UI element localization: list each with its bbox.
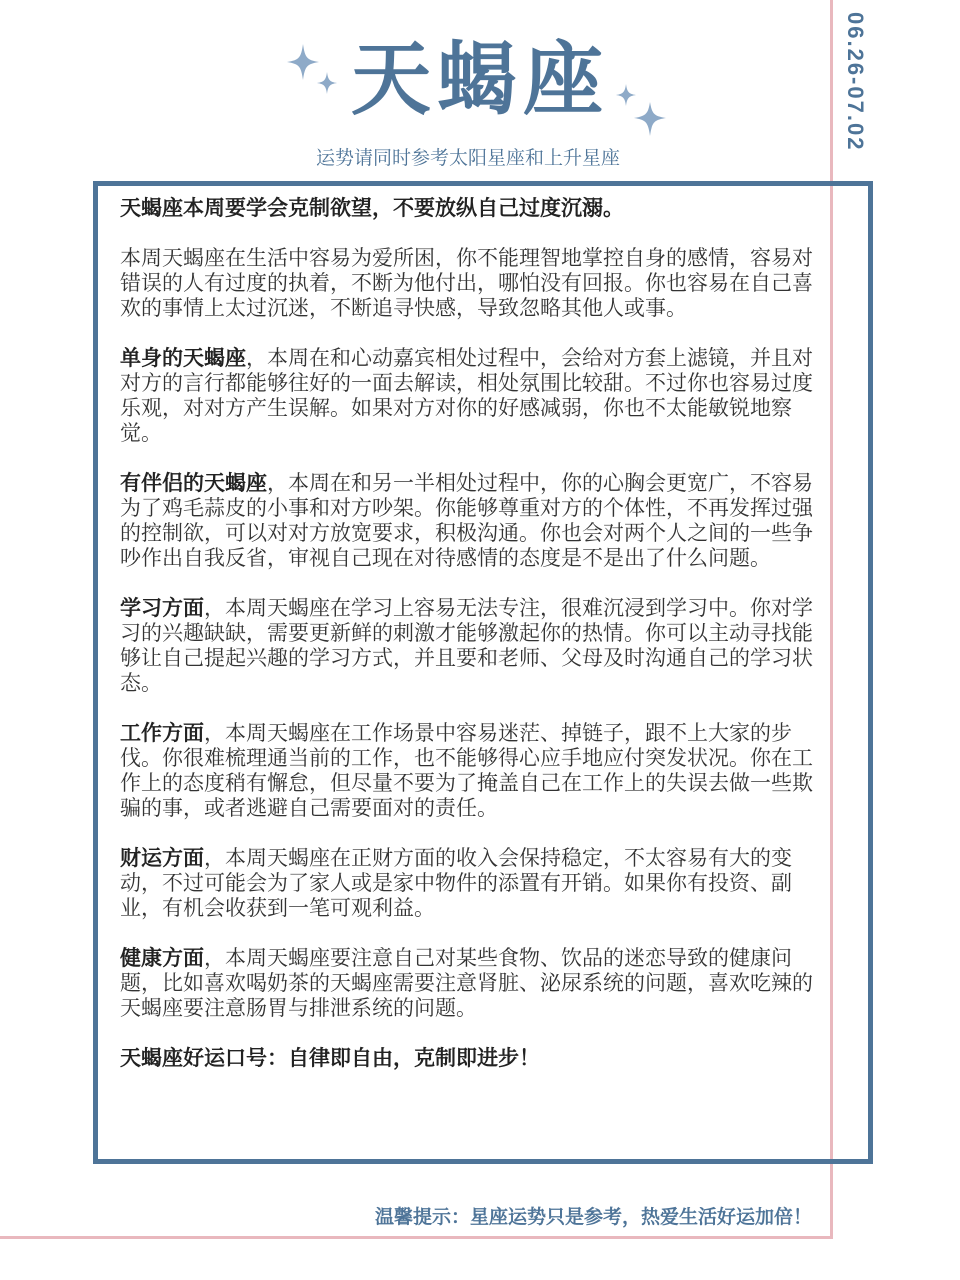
- section-label: 学习方面: [120, 596, 204, 620]
- section-work: 工作方面，本周天蝎座在工作场景中容易迷茫、掉链子，跟不上大家的步伐。你很难梳理通当前的工作，也不能够得心应手地应付突发状况。你在工作上的态度稍有懈怠，但尽量不要为了掩盖自己在工作上的失误去做一些欺骗的事，或者逃避自己需要面对的责任。: [120, 721, 813, 820]
- section-single: 单身的天蝎座，本周在和心动嘉宾相处过程中，会给对方套上滤镜，并且对对方的言行都能够往好的一面去解读，相处氛围比较甜。不过你也容易过度乐观，对对方产生误解。如果对方对你的好感减弱，你也不太能敏锐地察觉。: [120, 346, 813, 445]
- page-subtitle: 运势请同时参考太阳星座和上升星座: [315, 147, 620, 169]
- slogan: 天蝎座好运口号：自律即自由，克制即进步！: [120, 1046, 540, 1070]
- section-label: 健康方面: [120, 946, 204, 970]
- section-study: 学习方面，本周天蝎座在学习上容易无法专注，很难沉浸到学习中。你对学习的兴趣缺缺，需要更新鲜的刺激才能够激起你的热情。你可以主动寻找能够让自己提起兴趣的学习方式，并且要和老师、父母及时沟通自己的学习状态。: [120, 596, 813, 695]
- date-range: 06.26-07.02: [843, 12, 868, 152]
- page-title: 天蝎座: [351, 33, 609, 126]
- intro-paragraph: 本周天蝎座在生活中容易为爱所困，你不能理智地掌控自身的感情，容易对错误的人有过度的执着，不断为他付出，哪怕没有回报。你也容易在自己喜欢的事情上太过沉迷，不断追寻快感，导致忽略其他人或事。: [120, 246, 813, 320]
- section-partnered: 有伴侣的天蝎座，本周在和另一半相处过程中，你的心胸会更宽广，不容易为了鸡毛蒜皮的小事和对方吵架。你能够尊重对方的个体性，不再发挥过强的控制欲，可以对对方放宽要求，积极沟通。你也会对两个人之间的一些争吵作出自我反省，审视自己现在对待感情的态度是不是出了什么问题。: [120, 471, 813, 570]
- section-label: 工作方面: [120, 721, 204, 745]
- pink-horizontal-line: [0, 1236, 833, 1239]
- section-label: 单身的天蝎座: [120, 346, 246, 370]
- section-label: 财运方面: [120, 846, 204, 870]
- headline: 天蝎座本周要学会克制欲望，不要放纵自己过度沉溺。: [120, 196, 624, 220]
- section-health: 健康方面，本周天蝎座要注意自己对某些食物、饮品的迷恋导致的健康问题，比如喜欢喝奶茶的天蝎座需要注意肾脏、泌尿系统的问题，喜欢吃辣的天蝎座要注意肠胃与排泄系统的问题。: [120, 946, 813, 1020]
- section-label: 有伴侣的天蝎座: [120, 471, 267, 495]
- horoscope-content: [120, 196, 820, 1096]
- footer-tip: 温馨提示：星座运势只是参考，热爱生活好运加倍！: [374, 1206, 812, 1228]
- section-wealth: 财运方面，本周天蝎座在正财方面的收入会保持稳定，不太容易有大的变动，不过可能会为了家人或是家中物件的添置有开销。如果你有投资、副业，有机会收获到一笔可观利益。: [120, 846, 792, 920]
